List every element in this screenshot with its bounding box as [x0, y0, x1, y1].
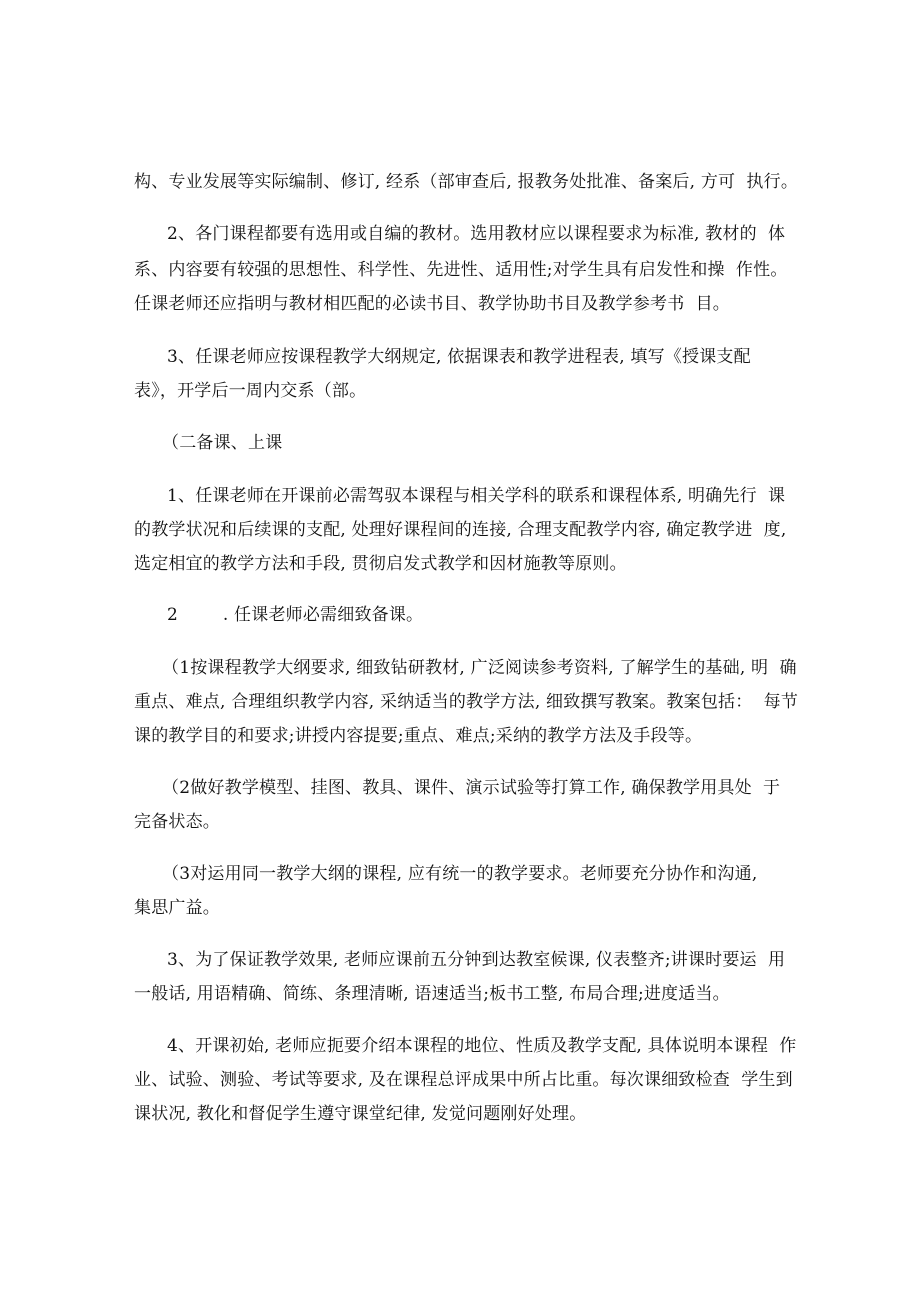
section-heading: （二备课、上课 [162, 433, 283, 453]
text-line: 表》，开学后一周内交系（部。 [134, 381, 367, 401]
text-line: 完备状态。 [134, 812, 220, 832]
text-line: （2做好教学模型、挂图、教具、课件、演示试验等打算工作, 确保教学用具处 于 [162, 778, 781, 798]
text-line: 课的教学目的和要求;讲授内容提要;重点、难点;采纳的教学方法及手段等。 [134, 726, 703, 746]
text-line: 重点、难点, 合理组织教学内容, 采纳适当的教学方法, 细致撰写教案。教案包括： 每节 [134, 692, 799, 712]
text-line: 课状况, 教化和督促学生遵守课堂纪律, 发觉问题刚好处理。 [134, 1104, 587, 1124]
text-line: 一般话, 用语精确、简练、条理清晰, 语速适当;板书工整, 布局合理;进度适当。 [134, 984, 730, 1004]
text-line: 2、各门课程都要有选用或自编的教材。选用教材应以课程要求为标准, 教材的 体 [167, 224, 786, 244]
text-line: 2 . 任课老师必需细致备课。 [167, 605, 424, 625]
text-line: 3、任课老师应按课程教学大纲规定, 依据课表和教学进程表, 填写《授课支配 [167, 347, 751, 367]
text-line: 构、专业发展等实际编制、修订, 经系（部审查后, 报教务处批准、备案后, 方可 执行。 [134, 172, 799, 192]
text-line: 任课老师还应指明与教材相匹配的必读书目、教学协助书目及教学参考书 目。 [134, 294, 731, 314]
text-line: 1、任课老师在开课前必需驾驭本课程与相关学科的联系和课程体系, 明确先行 课 [167, 486, 786, 506]
text-line: 系、内容要有较强的思想性、科学性、先进性、适用性;对学生具有启发性和操 作性。 [134, 260, 788, 280]
text-line: （3对运用同一教学大纲的课程, 应有统一的教学要求。老师要充分协作和沟通, [162, 864, 758, 884]
text-line: 集思广益。 [134, 898, 220, 918]
text-line: 的教学状况和后续课的支配, 处理好课程间的连接, 合理支配教学内容, 确定教学进 度, [134, 520, 787, 540]
text-line: 选定相宜的教学方法和手段, 贯彻启发式教学和因材施教等原则。 [134, 554, 627, 574]
text-line: 业、试验、测验、考试等要求, 及在课程总评成果中所占比重。每次课细致检查 学生到 [134, 1070, 793, 1090]
text-line: 4、开课初始, 老师应扼要介绍本课程的地位、性质及教学支配, 具体说明本课程 作 [167, 1036, 797, 1056]
text-line: 3、为了保证教学效果, 老师应课前五分钟到达教室候课, 仪表整齐;讲课时要运 用 [167, 950, 786, 970]
text-line: （1按课程教学大纲要求, 细致钻研教材, 广泛阅读参考资料, 了解学生的基础, 明 确 [162, 658, 797, 678]
